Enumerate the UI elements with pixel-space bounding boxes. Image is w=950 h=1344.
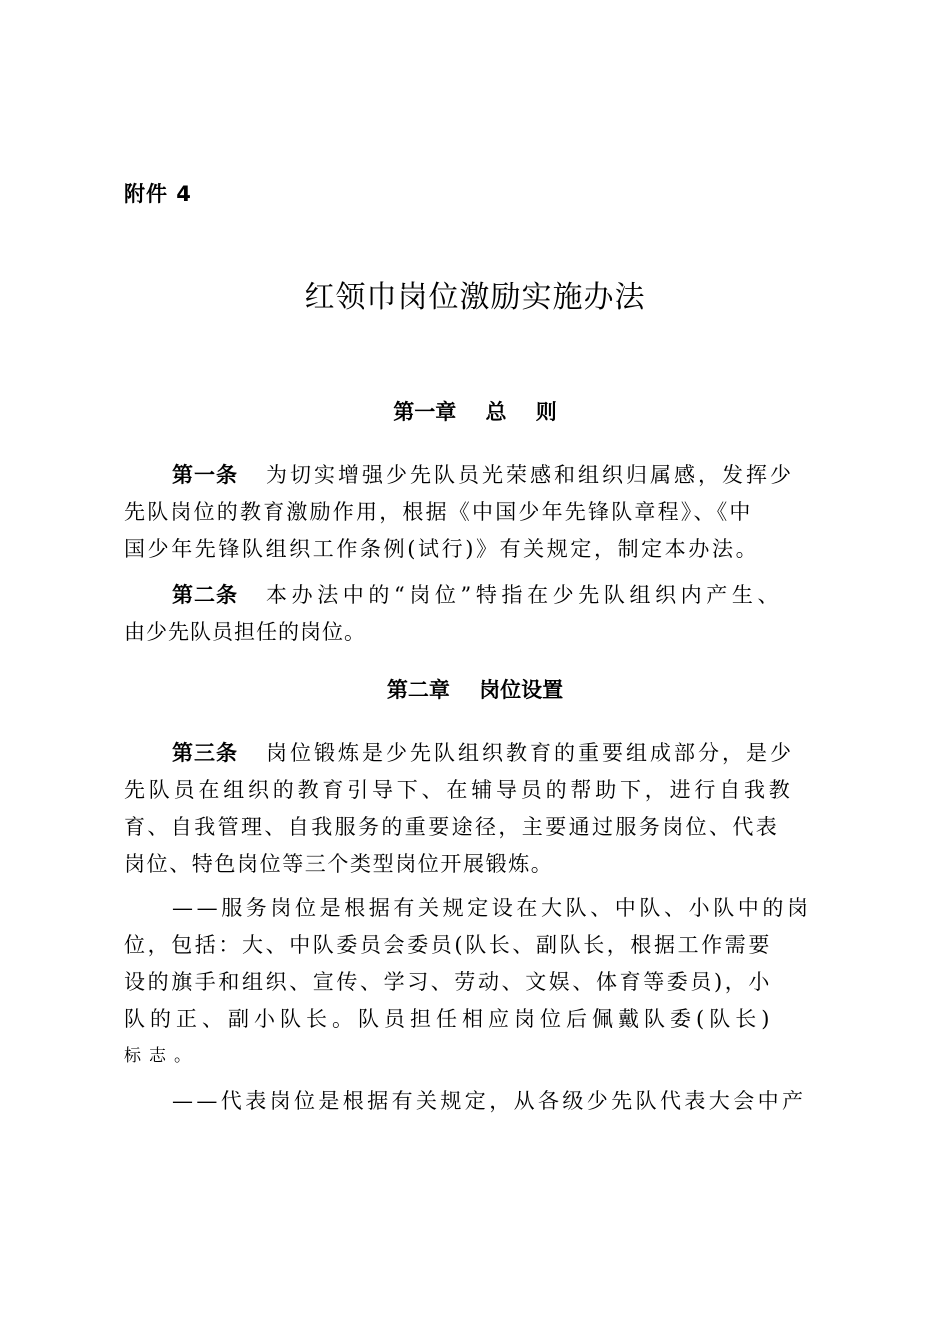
representative-line-1: ——代表岗位是根据有关规定，从各级少先队代表大会中产	[172, 1089, 807, 1113]
service-line-2: 位，包括：大、中队委员会委员(队长、副队长，根据工作需要	[124, 933, 772, 957]
article-3-line-1	[124, 735, 826, 772]
article-2-text-1: 本办法中的“岗位”特指在少先队组织内产生、	[266, 583, 784, 607]
article-1-label: 第一条	[172, 463, 238, 487]
article-2-line-1	[124, 577, 826, 614]
service-line-4: 队的正、副小队长。队员担任相应岗位后佩戴队委(队长)	[124, 1007, 775, 1031]
service-line-5: 标志。	[124, 1046, 199, 1066]
article-1-text-1: 为切实增强少先队员光荣感和组织归属感，发挥少	[266, 463, 794, 487]
article-3-text-1: 岗位锻炼是少先队组织教育的重要组成部分，是少	[266, 741, 794, 765]
article-2-label: 第二条	[172, 583, 238, 607]
article-1-line-2: 先队岗位的教育激励作用，根据《中国少年先锋队章程》、《中	[124, 500, 753, 524]
article-3-line-4: 岗位、特色岗位等三个类型岗位开展锻炼。	[124, 852, 554, 876]
representative-position-paragraph	[124, 1083, 826, 1120]
article-1	[124, 457, 826, 568]
article-3-line-2: 先队员在组织的教育引导下、在辅导员的帮助下，进行自我教	[124, 778, 794, 802]
article-2	[124, 577, 826, 651]
document-title: 红领巾岗位激励实施办法	[304, 280, 646, 315]
chapter-2-heading: 第二章 岗位设置	[386, 678, 564, 702]
service-position-paragraph	[124, 890, 826, 1075]
article-3	[124, 735, 826, 883]
service-line-3: 设的旗手和组织、宣传、学习、劳动、文娱、体育等委员)，小	[124, 970, 772, 994]
article-1-line-3: 国少年先锋队组织工作条例(试行)》有关规定，制定本办法。	[124, 537, 760, 561]
attachment-label: 附件 4	[124, 182, 192, 206]
article-3-label: 第三条	[172, 741, 238, 765]
article-1-line-1	[124, 457, 826, 494]
article-2-line-2: 由少先队员担任的岗位。	[124, 620, 366, 644]
service-line-1: ——服务岗位是根据有关规定设在大队、中队、小队中的岗	[172, 896, 812, 920]
article-3-line-3: 育、自我管理、自我服务的重要途径，主要通过服务岗位、代表	[124, 815, 780, 839]
chapter-1-heading: 第一章 总 则	[393, 400, 557, 424]
